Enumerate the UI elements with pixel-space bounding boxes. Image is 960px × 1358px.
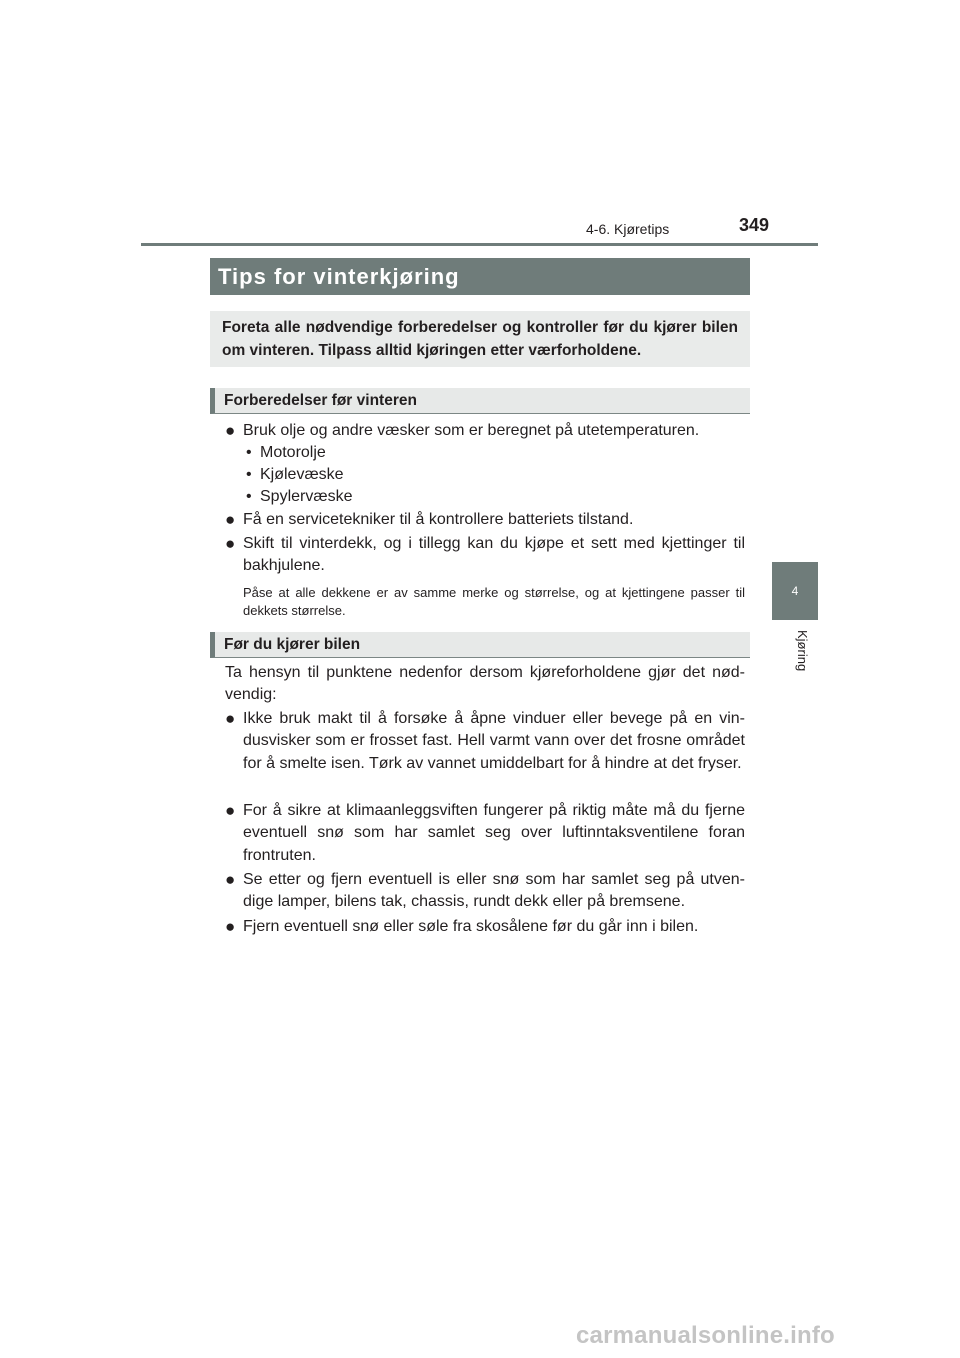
sub-bullet-icon: • [246, 488, 252, 505]
bullet-icon: ● [225, 870, 236, 889]
chapter-tab [772, 562, 818, 620]
chapter-label: Kjøring [795, 630, 810, 672]
list-item-text: Ikke bruk makt til å forsøke å åpne vinduer eller bevege på en vin-dusvisker som er frosset fast. Hell varmt vann over det frosne området for å smelte isen. Tørk av vannet umiddelbart for å hindre at det fryser. [243, 710, 745, 772]
chapter-number: 4 [791, 584, 799, 598]
list-item-text: Bruk olje og andre væsker som er beregnet på utetemperaturen. [243, 422, 700, 439]
section-heading-before-driving: Før du kjører bilen [210, 632, 750, 658]
list-item-text: Se etter og fjern eventuell is eller snø som har samlet seg på utven-dige lamper, bilens tak, chassis, rundt dekk eller på bremsene. [243, 871, 745, 911]
bullet-icon: ● [225, 709, 236, 728]
page-title: Tips for vinterkjøring [210, 258, 750, 295]
bullet-icon: ● [225, 510, 236, 529]
section-intro-text: Ta hensyn til punktene nedenfor dersom kjøreforholdene gjør det nød-vendig: [225, 664, 745, 704]
bullet-icon: ● [225, 801, 236, 820]
sub-list-item-text: Kjølevæske [260, 466, 344, 483]
intro-box [210, 311, 750, 367]
bullet-icon: ● [225, 421, 236, 440]
intro-text: Foreta alle nødvendige forberedelser og kontroller før du kjører bilen om vinteren. Tilpass alltid kjøringen etter værforholdene. [222, 319, 738, 359]
list-item [225, 869, 745, 914]
sub-list-item-text: Motorolje [260, 444, 326, 461]
bullet-icon: ● [225, 917, 236, 936]
section-heading-preparations: Forberedelser før vinteren [210, 388, 750, 414]
list-item [225, 420, 745, 442]
list-item [225, 916, 745, 938]
sub-list-item-text: Spylervæske [260, 488, 353, 505]
list-item-text: Skift til vinterdekk, og i tillegg kan du kjøpe et sett med kjettinger til bakhjulene. [243, 535, 745, 575]
note-text: Påse at alle dekkene er av samme merke og størrelse, og at kjettingene passer til dekkets størrelse. [243, 585, 745, 618]
list-item-text: Få en servicetekniker til å kontrollere batteriets tilstand. [243, 511, 634, 528]
sub-bullet-icon: • [246, 466, 252, 483]
header-rule [141, 243, 818, 246]
list-item [225, 800, 745, 867]
list-item-text: Fjern eventuell snø eller søle fra skosålene før du går inn i bilen. [243, 918, 699, 935]
page-number: 349 [739, 215, 770, 235]
sub-list-item [246, 486, 352, 508]
sub-list-item [246, 464, 344, 486]
watermark: carmanualsonline.info [576, 1322, 835, 1349]
list-item [225, 509, 745, 531]
list-item [225, 533, 745, 578]
sub-list-item [246, 442, 326, 464]
list-item-text: For å sikre at klimaanleggsviften fungerer på riktig måte må du fjerne eventuell snø som har samlet seg over luftinntaksventilene foran frontruten. [243, 802, 745, 864]
sub-bullet-icon: • [246, 444, 252, 461]
bullet-icon: ● [225, 534, 236, 553]
section-header: 4-6. Kjøretips [586, 221, 670, 237]
list-item [225, 708, 745, 775]
